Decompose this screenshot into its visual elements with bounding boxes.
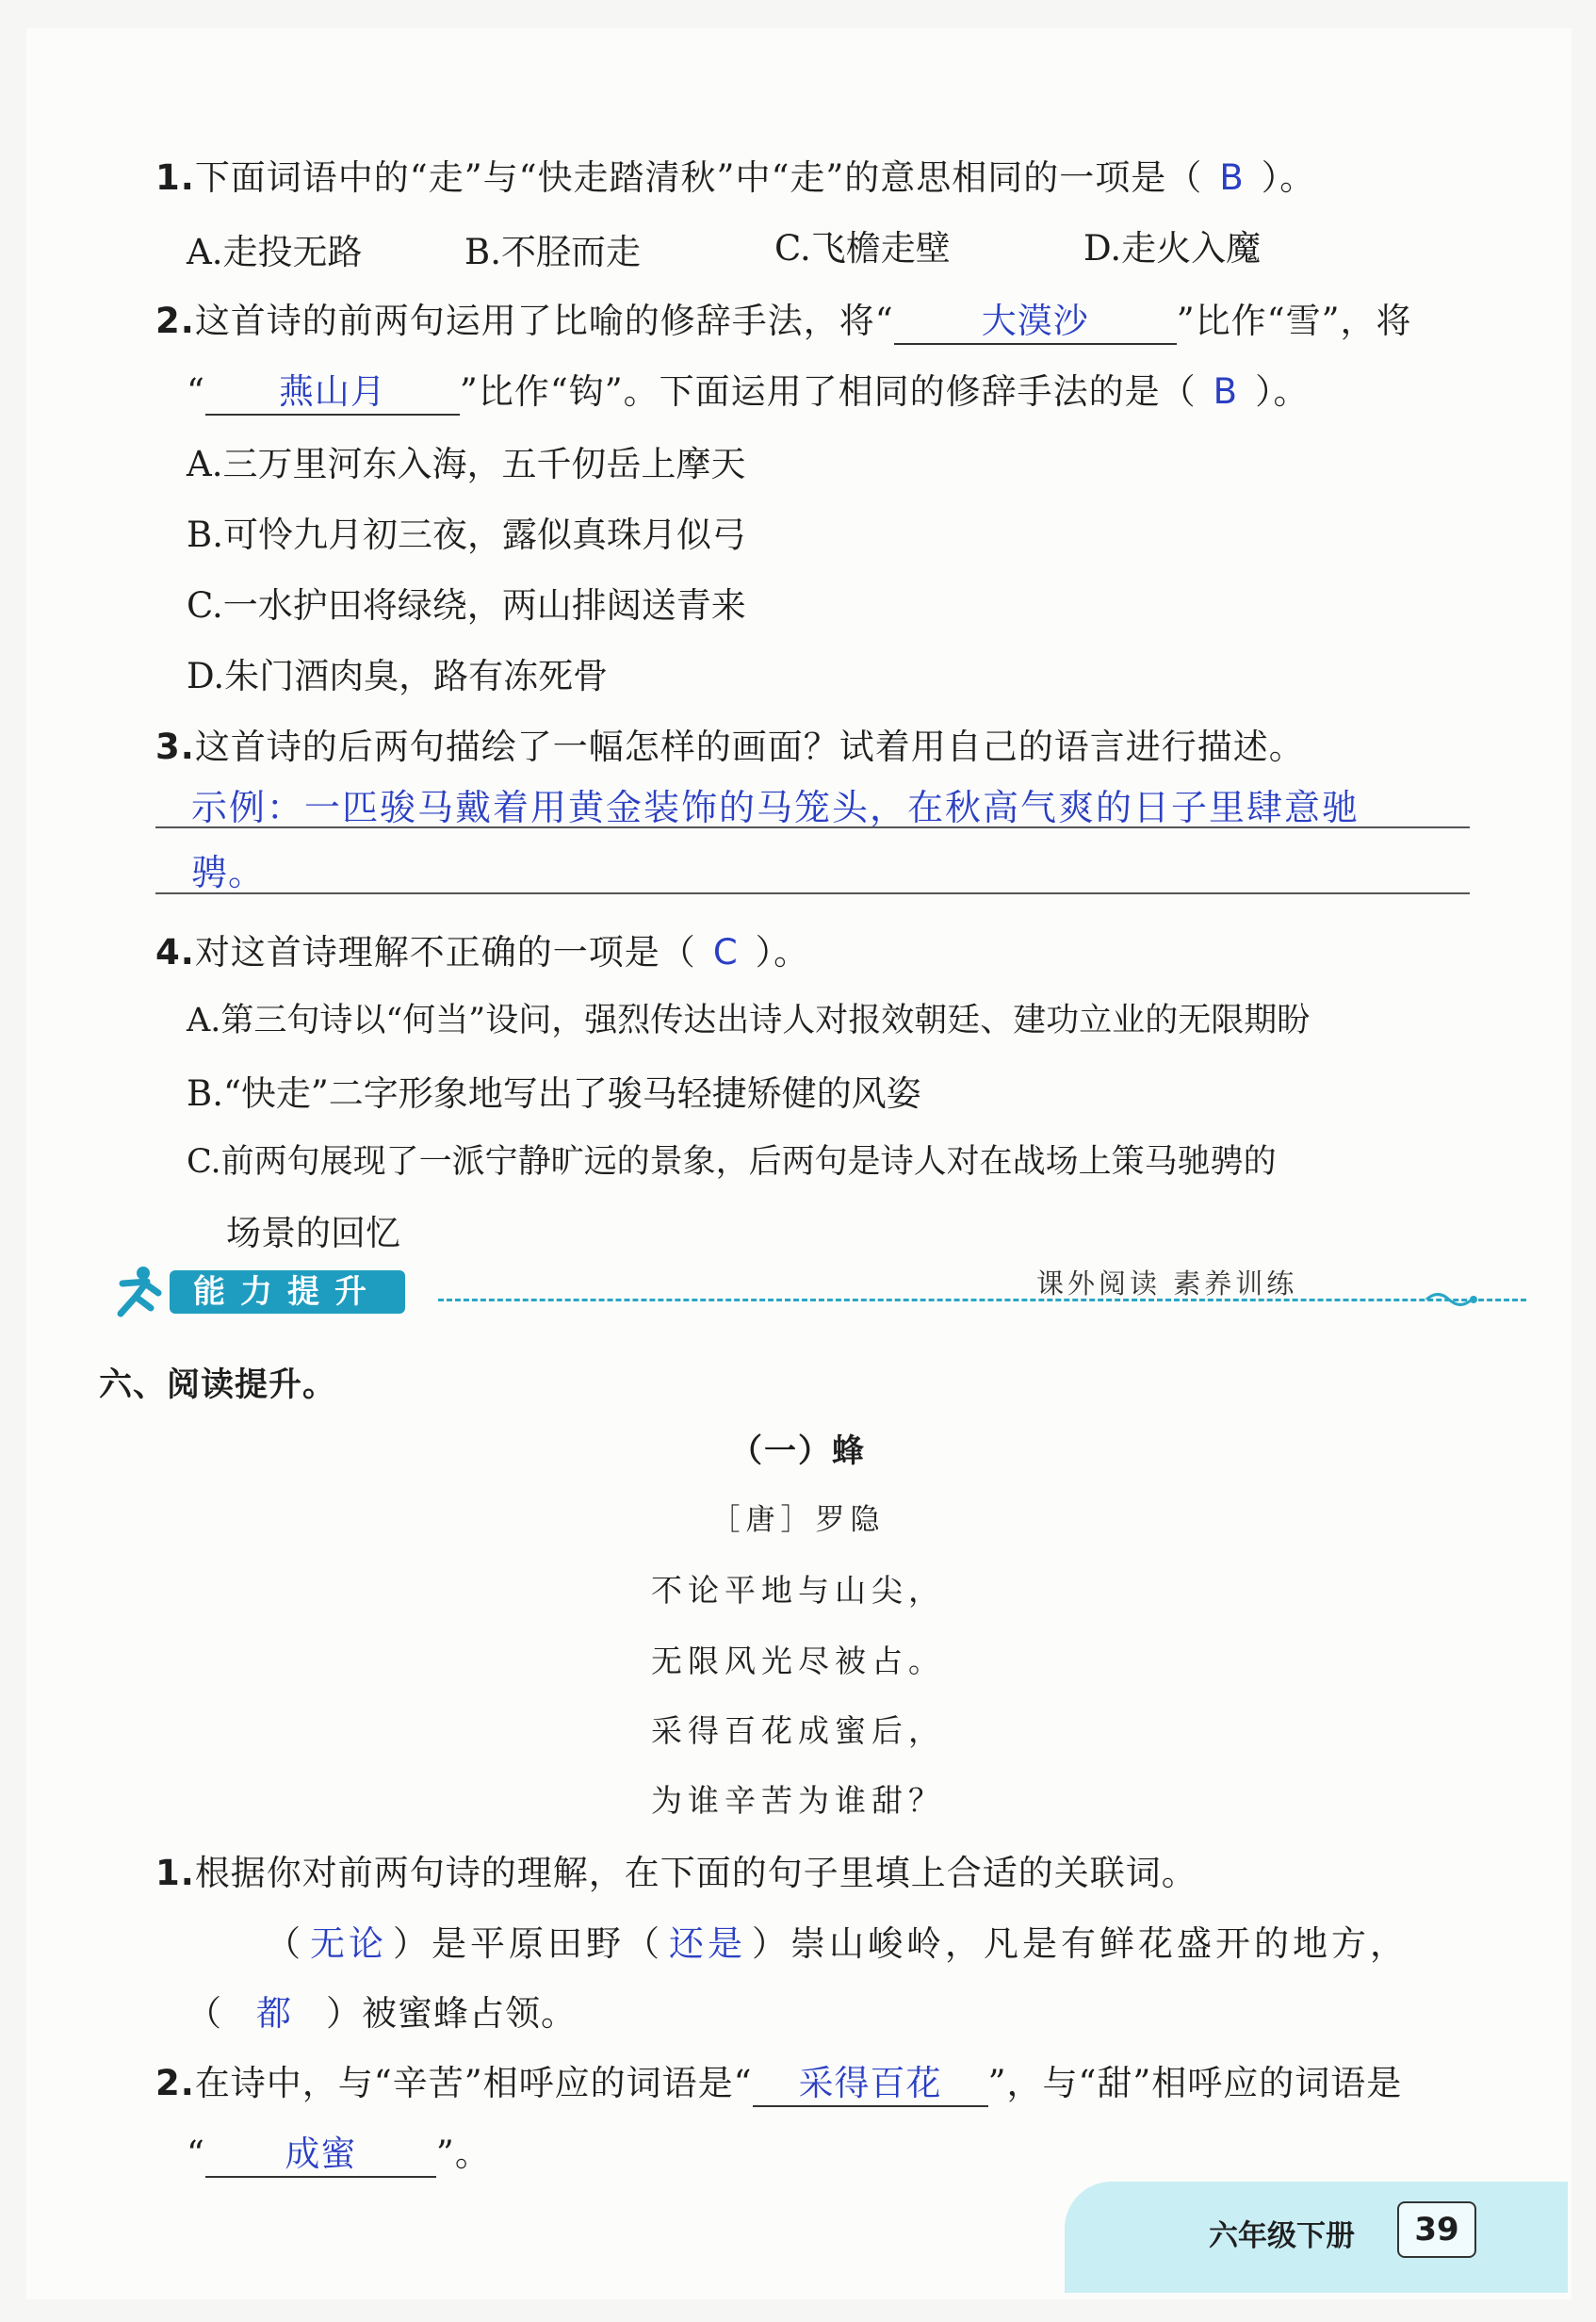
fill-blank: 采得百花 — [753, 2054, 988, 2107]
reading-question-2-line-2 — [187, 2125, 491, 2178]
sentence-text: ）是平原田野（ — [393, 1923, 663, 1964]
fill-blank: 燕山月 — [205, 363, 460, 416]
option-a: A.走投无路 — [187, 232, 363, 272]
question-text-end: ）。 — [1255, 371, 1310, 412]
sentence-text: ）崇山峻岭，凡是有鲜花盛开的地方， — [752, 1923, 1409, 1964]
question-text: ”比作“雪”，将 — [1176, 301, 1412, 341]
quote-mark: “ — [187, 2134, 205, 2174]
question-text-end: ）。 — [755, 932, 810, 973]
fill-blank: 成蜜 — [205, 2125, 436, 2178]
question-text-end: ”。 — [435, 2134, 491, 2174]
section-heading: 六、阅读提升。 — [99, 1366, 337, 1404]
question-text: 对这首诗理解不正确的一项是（ — [194, 932, 696, 973]
option-b: B.可怜九月初三夜，露似真珠月似弓 — [187, 515, 746, 555]
question-text: 这首诗的后两句描绘了一幅怎样的画面？试着用自己的语言进行描述。 — [194, 727, 1305, 767]
question-2 — [155, 292, 1411, 345]
fill-answer: 无论 — [310, 1923, 387, 1964]
poem-line: 采得百花成蜜后， — [651, 1712, 945, 1749]
poem-line: 不论平地与山尖， — [651, 1572, 945, 1609]
fill-blank: 大漠沙 — [894, 292, 1177, 345]
question-text: 在诗中，与“辛苦”相呼应的词语是“ — [194, 2063, 753, 2103]
fill-answer: 还是 — [669, 1923, 746, 1964]
option-a: A.第三句诗以“何当”设问，强烈传达出诗人对报效朝廷、建功立业的无限期盼 — [187, 1002, 1311, 1039]
poem-line: 无限风光尽被占。 — [651, 1643, 945, 1679]
option-a: A.三万里河东入海，五千仞岳上摩天 — [187, 444, 746, 484]
running-figure-icon — [104, 1265, 164, 1317]
question-number: 3. — [155, 727, 195, 767]
answer-choice: C — [712, 932, 739, 973]
banner-divider — [438, 1299, 1526, 1301]
question-2-line-2 — [187, 363, 1310, 416]
answer-rule — [155, 892, 1470, 894]
question-text: 根据你对前两句诗的理解，在下面的句子里填上合适的关联词。 — [194, 1853, 1197, 1893]
answer-choice: B — [1213, 371, 1239, 412]
quote-mark: “ — [187, 371, 205, 412]
option-c: C.前两句展现了一派宁静旷远的景象，后两句是诗人对在战场上策马驰骋的 — [187, 1143, 1277, 1181]
option-b: B.不胫而走 — [464, 232, 641, 272]
answer-line-1: 示例：一匹骏马戴着用黄金装饰的马笼头，在秋高气爽的日子里肆意驰 — [191, 787, 1360, 828]
poem-title: （一）蜂 — [730, 1432, 866, 1470]
answer-rule — [155, 826, 1470, 828]
option-c-continued: 场景的回忆 — [226, 1213, 400, 1253]
reading-question-2 — [155, 2054, 1402, 2107]
bracket: （ — [187, 1993, 222, 2034]
poem-author: ［唐］罗隐 — [710, 1503, 886, 1537]
poem-line: 为谁辛苦为谁甜？ — [651, 1782, 945, 1819]
fill-answer: 都 — [256, 1993, 292, 2034]
question-number: 2. — [155, 2063, 195, 2103]
grade-label: 六年级下册 — [1209, 2219, 1355, 2253]
option-b: B.“快走”二字形象地写出了骏马轻捷矫健的风姿 — [187, 1073, 921, 1114]
bracket: （ — [266, 1923, 304, 1964]
question-text: ”比作“钩”。下面运用了相同的修辞手法的是（ — [459, 371, 1197, 412]
reading-q1-sentence-2 — [187, 1985, 577, 2036]
option-d: D.朱门酒肉臭，路有冻死骨 — [187, 656, 609, 696]
section-banner — [104, 1263, 1489, 1319]
answer-choice: B — [1219, 157, 1245, 198]
option-d: D.走火入魔 — [1083, 228, 1262, 269]
question-number: 1. — [155, 1853, 195, 1893]
question-4 — [155, 924, 809, 974]
option-c: C.飞檐走壁 — [774, 228, 951, 269]
answer-line-2: 骋。 — [191, 852, 266, 893]
question-number: 4. — [155, 932, 195, 973]
swirl-ornament-icon — [1423, 1289, 1479, 1310]
question-text: 下面词语中的“走”与“快走踏清秋”中“走”的意思相同的一项是（ — [194, 157, 1203, 198]
sentence-text: ）被蜜蜂占领。 — [326, 1993, 577, 2034]
reading-question-1 — [155, 1844, 1197, 1895]
question-text: ”，与“甜”相呼应的词语是 — [987, 2063, 1403, 2103]
question-number: 1. — [155, 157, 195, 198]
option-c: C.一水护田将绿绕，两山排闼送青来 — [187, 585, 746, 626]
question-number: 2. — [155, 301, 195, 341]
question-3 — [155, 718, 1305, 769]
reading-q1-sentence — [266, 1915, 1409, 1966]
page-number: 39 — [1397, 2201, 1476, 2258]
banner-subtitle: 课外阅读 素养训练 — [1036, 1267, 1298, 1300]
question-text: 这首诗的前两句运用了比喻的修辞手法，将“ — [194, 301, 894, 341]
question-text-end: ）。 — [1261, 157, 1316, 198]
banner-title: 能力提升 — [170, 1270, 405, 1314]
question-1 — [155, 149, 1315, 200]
